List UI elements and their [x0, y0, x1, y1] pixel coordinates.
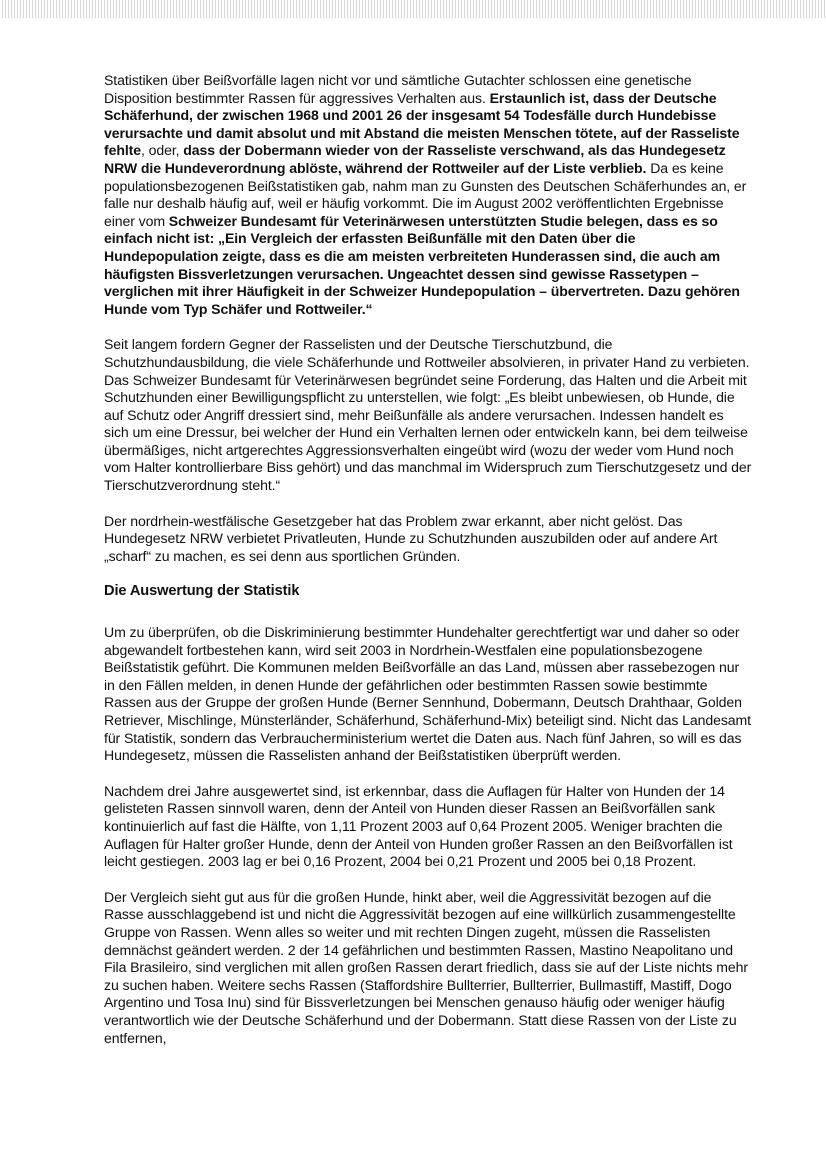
- paragraph-1-text-1: Statistiken über Beißvorfälle lagen nicht vor und sämtliche Gutachter schlossen eine genetische Disposition bestimmter Rassen für aggressives Verhalten aus.: [104, 72, 692, 106]
- paragraph-2: Seit langem fordern Gegner der Rasselisten und der Deutsche Tierschutzbund, die Schutzhundausbildung, die viele Schäferhunde und Rottweiler absolvieren, in privater Hand zu verbieten. Das Schweizer Bundesamt für Veterinärwesen begründet seine Forderung, das Halten und die Arbeit mit Schutzhunden einer Bewilligungspflicht zu unterstellen, wie folgt: „Es bleibt unbewiesen, ob Hunde, die auf Schutz oder Angriff dressiert sind, mehr Beißunfälle als andere verursachen. Indessen handelt es sich um eine Dressur, bei welcher der Hund ein Verhalten lernen oder entwickeln kann, bei dem teilweise übermäßiges, nicht artgerechtes Aggressionsverhalten eingeübt wird (wozu der weder vom Hund noch vom Halter kontrollierbare Biss gehört) und das manchmal im Widerspruch zum Tierschutzgesetz und der Tierschutzverordnung steht.“: [104, 336, 752, 494]
- scan-edge: [0, 0, 826, 18]
- paragraph-1-bold-2: dass der Dobermann wieder von der Rasseliste verschwand, als das Hundegesetz NRW die Hundeverordnung ablöste, während der Rottweiler auf der Liste verblieb.: [104, 142, 726, 176]
- paragraph-4: Um zu überprüfen, ob die Diskriminierung bestimmter Hundehalter gerechtfertigt war und daher so oder abgewandelt fortbestehen kann, wird seit 2003 in Nordrhein-Westfalen eine populationsbezogene Beißstatistik geführt. Die Kommunen melden Beißvorfälle an das Land, müssen aber rassebezogen nur in den Fällen melden, in denen Hunde der gefährlichen oder bestimmten Rassen sowie bestimmte Rassen aus der Gruppe der großen Hunde (Berner Sennhund, Dobermann, Deutsch Drahthaar, Golden Retriever, Mischlinge, Münsterländer, Schäferhund, Schäferhund-Mix) beteiligt sind. Nicht das Landesamt für Statistik, sondern das Verbraucherministerium wertet die Daten aus. Nach fünf Jahren, so will es das Hundegesetz, müssen die Rasselisten anhand der Beißstatistiken überprüft werden.: [104, 624, 751, 764]
- paragraph-1-text-2: , oder,: [141, 142, 184, 159]
- paragraph-1-bold-3: Schweizer Bundesamt für Veterinärwesen unterstützten Studie belegen, dass es so einfach nicht ist: „Ein Vergleich der erfassten Beißunfälle mit den Daten über die Hundepopulation zeigte, dass es die am meisten verbreiteten Hunderassen sind, die auch am häufigsten Bissverletzungen verursachen. Ungeachtet dessen sind gewisse Rassetypen – verglichen mit ihrer Häufigkeit in der Schweizer Hundepopulation – übervertreten. Dazu gehören Hunde vom Typ Schäfer und Rottweiler.“: [104, 212, 740, 317]
- paragraph-1-bold-1: Erstaunlich ist, dass der Deutsche Schäferhund, der zwischen 1968 und 2001 26 der insgesamt 54 Todesfälle durch Hundebisse verursachte und damit absolut und mit Abstand die meisten Menschen tötete, auf der Rasseliste fehlte: [104, 89, 740, 159]
- paragraph-6: Der Vergleich sieht gut aus für die großen Hunde, hinkt aber, weil die Aggressivität bezogen auf die Rasse ausschlaggebend ist und nicht die Aggressivität bezogen auf eine willkürlich zusammengestellte Gruppe von Rassen. Wenn alles so weiter und mit rechten Dingen zugeht, müssen die Rasselisten demnächst geändert werden. 2 der 14 gefährlichen und bestimmten Rassen, Mastino Neapolitano und Fila Brasileiro, sind verglichen mit allen großen Rassen derart friedlich, dass sie auf der Liste nichts mehr zu suchen haben. Weitere sechs Rassen (Staffordshire Bullterrier, Bullterrier, Bullmastiff, Mastiff, Dogo Argentino und Tosa Inu) sind für Bissverletzungen bei Menschen genauso häufig oder weniger häufig verantwortlich wie der Deutsche Schäferhund und der Dobermann. Statt diese Rassen von der Liste zu entfernen,: [104, 888, 748, 1046]
- document-page: [104, 72, 752, 1065]
- paragraph-3: Der nordrhein-westfälische Gesetzgeber hat das Problem zwar erkannt, aber nicht gelöst. Das Hundegesetz NRW verbietet Privatleuten, Hunde zu Schutzhunden auszubilden oder auf andere Art „scharf“ zu machen, es sei denn aus sportlichen Gründen.: [104, 512, 718, 564]
- paragraph-5: Nachdem drei Jahre ausgewertet sind, ist erkennbar, dass die Auflagen für Halter von Hunden der 14 gelisteten Rassen sinnvoll waren, denn der Anteil von Hunden dieser Rassen an Beißvorfällen sank kontinuierlich auf fast die Hälfte, von 1,11 Prozent 2003 auf 0,64 Prozent 2005. Weniger brachten die Auflagen für Halter großer Hunde, denn der Anteil von Hunden großer Rassen an den Beißvorfällen ist leicht gestiegen. 2003 lag er bei 0,16 Prozent, 2004 bei 0,21 Prozent und 2005 bei 0,18 Prozent.: [104, 782, 733, 870]
- section-heading: Die Auswertung der Statistik: [104, 583, 300, 600]
- paragraph-1-text-3: Da es keine populationsbezogenen Beißstatistiken gab, nahm man zu Gunsten des Deutschen Schäferhundes an, er falle nur deshalb häufig auf, weil er häufig vorkommt. Die im August 2002 veröffentlichten Ergebnisse einer vom: [104, 159, 747, 229]
- paragraph-1: [104, 72, 752, 318]
